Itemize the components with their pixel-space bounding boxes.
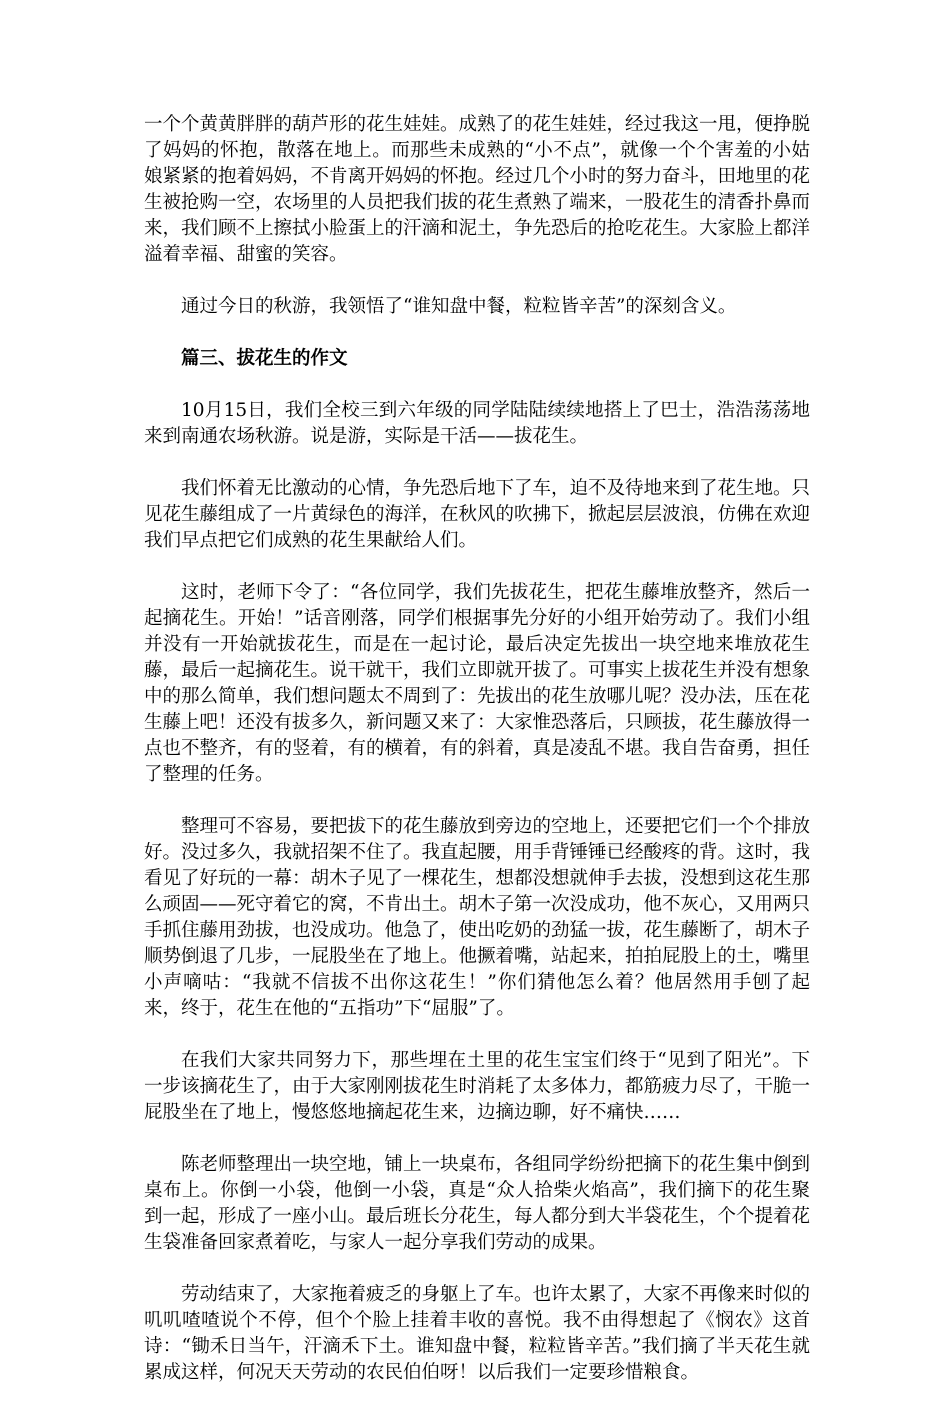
paragraph: 10月15日，我们全校三到六年级的同学陆陆续续地搭上了巴士，浩浩荡荡地来到南通农场秋游。说是游，实际是干活——拔花生。 [144, 400, 810, 447]
paragraph-continuation: 一个个黄黄胖胖的葫芦形的花生娃娃。成熟了的花生娃娃，经过我这一甩，便挣脱了妈妈的怀抱，散落在地上。而那些未成熟的“小不点”，就像一个个害羞的小姑娘紧紧的抱着妈妈，不肯离开妈妈的怀抱。经过几个小时的努力奋斗，田地里的花生被抢购一空，农场里的人员把我们拔的花生煮熟了端来，一股花生的清香扑鼻而来，我们顾不上擦拭小脸蛋上的汗滴和泥土，争先恐后的抢吃花生。大家脸上都洋溢着幸福、甜蜜的笑容。 [144, 114, 811, 265]
paragraph: 在我们大家共同努力下，那些埋在土里的花生宝宝们终于“见到了阳光”。下一步该摘花生了，由于大家刚刚拔花生时消耗了太多体力，都筋疲力尽了，干脆一屁股坐在了地上，慢悠悠地摘起花生来，边摘边聊，好不痛快…… [144, 1050, 811, 1123]
section-heading: 篇三、拔花生的作文 [181, 348, 348, 369]
paragraph: 我们怀着无比激动的心情，争先恐后地下了车，迫不及待地来到了花生地。只见花生藤组成了一片黄绿色的海洋，在秋风的吹拂下，掀起层层波浪，仿佛在欢迎我们早点把它们成熟的花生果献给人们。 [144, 478, 811, 551]
document-page [144, 112, 810, 1412]
paragraph: 陈老师整理出一块空地，铺上一块桌布，各组同学纷纷把摘下的花生集中倒到桌布上。你倒一小袋，他倒一小袋，真是“众人拾柴火焰高”，我们摘下的花生聚到一起，形成了一座小山。最后班长分花生，每人都分到大半袋花生，个个提着花生袋准备回家煮着吃，与家人一起分享我们劳动的成果。 [144, 1154, 811, 1253]
paragraph: 这时，老师下令了：“各位同学，我们先拔花生，把花生藤堆放整齐，然后一起摘花生。开始！”话音刚落，同学们根据事先分好的小组开始劳动了。我们小组并没有一开始就拔花生，而是在一起讨论，最后决定先拔出一块空地来堆放花生藤，最后一起摘花生。说干就干，我们立即就开拔了。可事实上拔花生并没有想象中的那么简单，我们想问题太不周到了：先拔出的花生放哪儿呢？没办法，压在花生藤上吧！还没有拔多久，新问题又来了：大家惟恐落后，只顾拔，花生藤放得一点也不整齐，有的竖着，有的横着，有的斜着，真是凌乱不堪。我自告奋勇，担任了整理的任务。 [144, 582, 811, 785]
paragraph-conclusion: 通过今日的秋游，我领悟了“谁知盘中餐，粒粒皆辛苦”的深刻含义。 [181, 296, 737, 317]
paragraph: 整理可不容易，要把拔下的花生藤放到旁边的空地上，还要把它们一个个排放好。没过多久，我就招架不住了。我直起腰，用手背锤锤已经酸疼的背。这时，我看见了好玩的一幕：胡木子见了一棵花生，想都没想就伸手去拔，没想到这花生那么顽固——死守着它的窝，不肯出土。胡木子第一次没成功，他不灰心，又用两只手抓住藤用劲拔，也没成功。他急了，使出吃奶的劲猛一拔，花生藤断了，胡木子顺势倒退了几步，一屁股坐在了地上。他撅着嘴，站起来，拍拍屁股上的土，嘴里小声嘀咕：“我就不信拔不出你这花生！”你们猜他怎么着？他居然用手刨了起来，终于，花生在他的“五指功”下“屈服”了。 [144, 816, 811, 1019]
paragraph: 劳动结束了，大家拖着疲乏的身躯上了车。也许太累了，大家不再像来时似的叽叽喳喳说个不停，但个个脸上挂着丰收的喜悦。我不由得想起了《悯农》这首诗：“锄禾日当午，汗滴禾下土。谁知盘中餐，粒粒皆辛苦。”我们摘了半天花生就累成这样，何况天天劳动的农民伯伯呀！以后我们一定要珍惜粮食。 [144, 1284, 811, 1383]
